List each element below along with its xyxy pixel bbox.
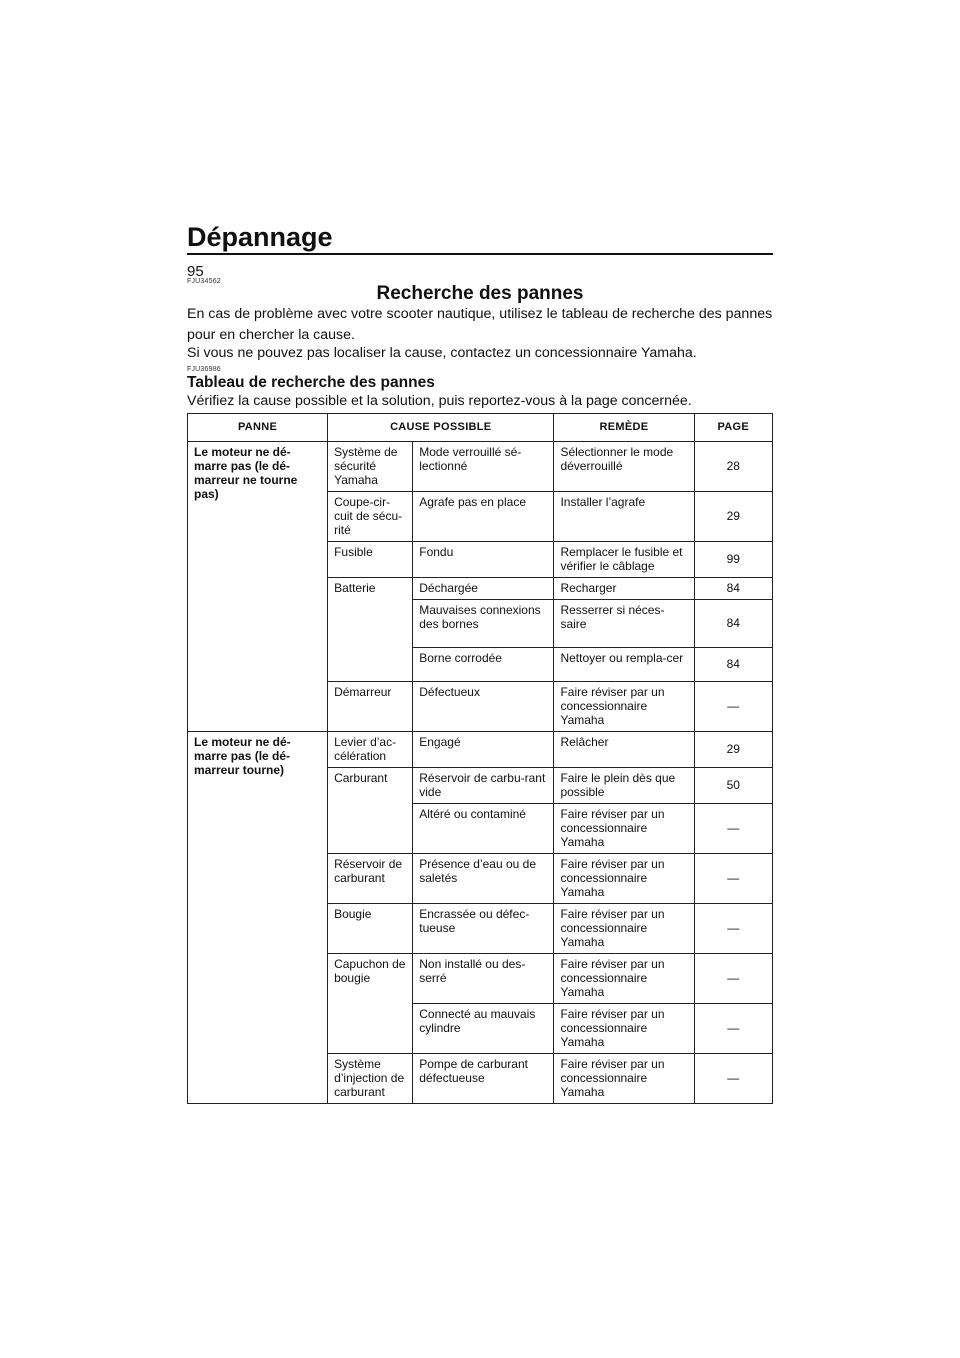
page-cell: 84 — [694, 600, 772, 648]
header-cause: CAUSE POSSIBLE — [328, 414, 554, 442]
intro-paragraph-1: En cas de problème avec votre scooter nautique, utilisez le tableau de recherche des pannes pour en chercher la cause. — [187, 306, 773, 343]
page-cell: — — [694, 954, 772, 1004]
remedy-cell: Faire réviser par un concessionnaire Yamaha — [554, 682, 694, 732]
remedy-cell: Faire le plein dès que possible — [554, 768, 694, 804]
cause-cell: Déchargée — [413, 578, 554, 600]
remedy-cell: Installer l’agrafe — [554, 492, 694, 542]
page-cell: — — [694, 1054, 772, 1104]
page-cell: 28 — [694, 442, 772, 492]
component-cell: Système de sécurité Yamaha — [328, 442, 413, 492]
cause-cell: Altéré ou contaminé — [413, 804, 554, 854]
remedy-cell: Sélectionner le mode déverrouillé — [554, 442, 694, 492]
page-cell: — — [694, 854, 772, 904]
page-header-title: Dépannage — [187, 222, 333, 252]
component-cell: Réservoir de carburant — [328, 854, 413, 904]
cause-cell: Mode verrouillé sé-lectionné — [413, 442, 554, 492]
component-cell: Coupe-cir-cuit de sécu-rité — [328, 492, 413, 542]
subsection-title: Tableau de recherche des pannes — [187, 374, 435, 391]
page-cell: 99 — [694, 542, 772, 578]
component-cell: Levier d’ac-célération — [328, 732, 413, 768]
component-cell: Démarreur — [328, 682, 413, 732]
remedy-cell: Faire réviser par un concessionnaire Yamaha — [554, 1054, 694, 1104]
section-code: FJU34562 — [187, 278, 221, 285]
table-row — [188, 442, 773, 492]
fault-cell: Le moteur ne dé-marre pas (le dé-marreur tourne) — [188, 732, 328, 1104]
cause-cell: Pompe de carburant défectueuse — [413, 1054, 554, 1104]
troubleshooting-table — [187, 413, 773, 1104]
cause-cell: Fondu — [413, 542, 554, 578]
remedy-cell: Faire réviser par un concessionnaire Yamaha — [554, 954, 694, 1004]
subsection-code: FJU36986 — [187, 366, 221, 373]
remedy-cell: Relâcher — [554, 732, 694, 768]
cause-cell: Non installé ou des-serré — [413, 954, 554, 1004]
cause-cell: Encrassée ou défec-tueuse — [413, 904, 554, 954]
remedy-cell: Recharger — [554, 578, 694, 600]
remedy-cell: Faire réviser par un concessionnaire Yamaha — [554, 904, 694, 954]
header-page: PAGE — [694, 414, 772, 442]
cause-cell: Réservoir de carbu-rant vide — [413, 768, 554, 804]
page-cell: — — [694, 1004, 772, 1054]
component-cell: Batterie — [328, 578, 413, 682]
intro-paragraph-2: Si vous ne pouvez pas localiser la cause, contactez un concessionnaire Yamaha. — [187, 345, 697, 361]
page-cell: 29 — [694, 492, 772, 542]
fault-cell: Le moteur ne dé-marre pas (le dé-marreur ne tourne pas) — [188, 442, 328, 732]
page-cell: 84 — [694, 578, 772, 600]
page-cell: 84 — [694, 648, 772, 682]
page-cell: — — [694, 682, 772, 732]
remedy-cell: Faire réviser par un concessionnaire Yamaha — [554, 1004, 694, 1054]
cause-cell: Borne corrodée — [413, 648, 554, 682]
page-cell: 50 — [694, 768, 772, 804]
page-cell: — — [694, 804, 772, 854]
table-header-row — [188, 414, 773, 442]
header-rule — [187, 253, 773, 255]
cause-cell: Mauvaises connexions des bornes — [413, 600, 554, 648]
header-remedy: REMÈDE — [554, 414, 694, 442]
cause-cell: Connecté au mauvais cylindre — [413, 1004, 554, 1054]
remedy-cell: Resserrer si néces-saire — [554, 600, 694, 648]
table-row — [188, 732, 773, 768]
page-cell: 29 — [694, 732, 772, 768]
header-fault: PANNE — [188, 414, 328, 442]
remedy-cell: Nettoyer ou rempla-cer — [554, 648, 694, 682]
component-cell: Bougie — [328, 904, 413, 954]
page-number: 95 — [187, 263, 204, 280]
subsection-intro: Vérifiez la cause possible et la solution, puis reportez-vous à la page concernée. — [187, 393, 692, 409]
remedy-cell: Faire réviser par un concessionnaire Yamaha — [554, 804, 694, 854]
cause-cell: Défectueux — [413, 682, 554, 732]
cause-cell: Engagé — [413, 732, 554, 768]
remedy-cell: Faire réviser par un concessionnaire Yamaha — [554, 854, 694, 904]
section-title: Recherche des pannes — [376, 283, 584, 304]
cause-cell: Agrafe pas en place — [413, 492, 554, 542]
component-cell: Fusible — [328, 542, 413, 578]
component-cell: Capuchon de bougie — [328, 954, 413, 1054]
component-cell: Carburant — [328, 768, 413, 854]
page-cell: — — [694, 904, 772, 954]
component-cell: Système d’injection de carburant — [328, 1054, 413, 1104]
remedy-cell: Remplacer le fusible et vérifier le câblage — [554, 542, 694, 578]
cause-cell: Présence d’eau ou de saletés — [413, 854, 554, 904]
